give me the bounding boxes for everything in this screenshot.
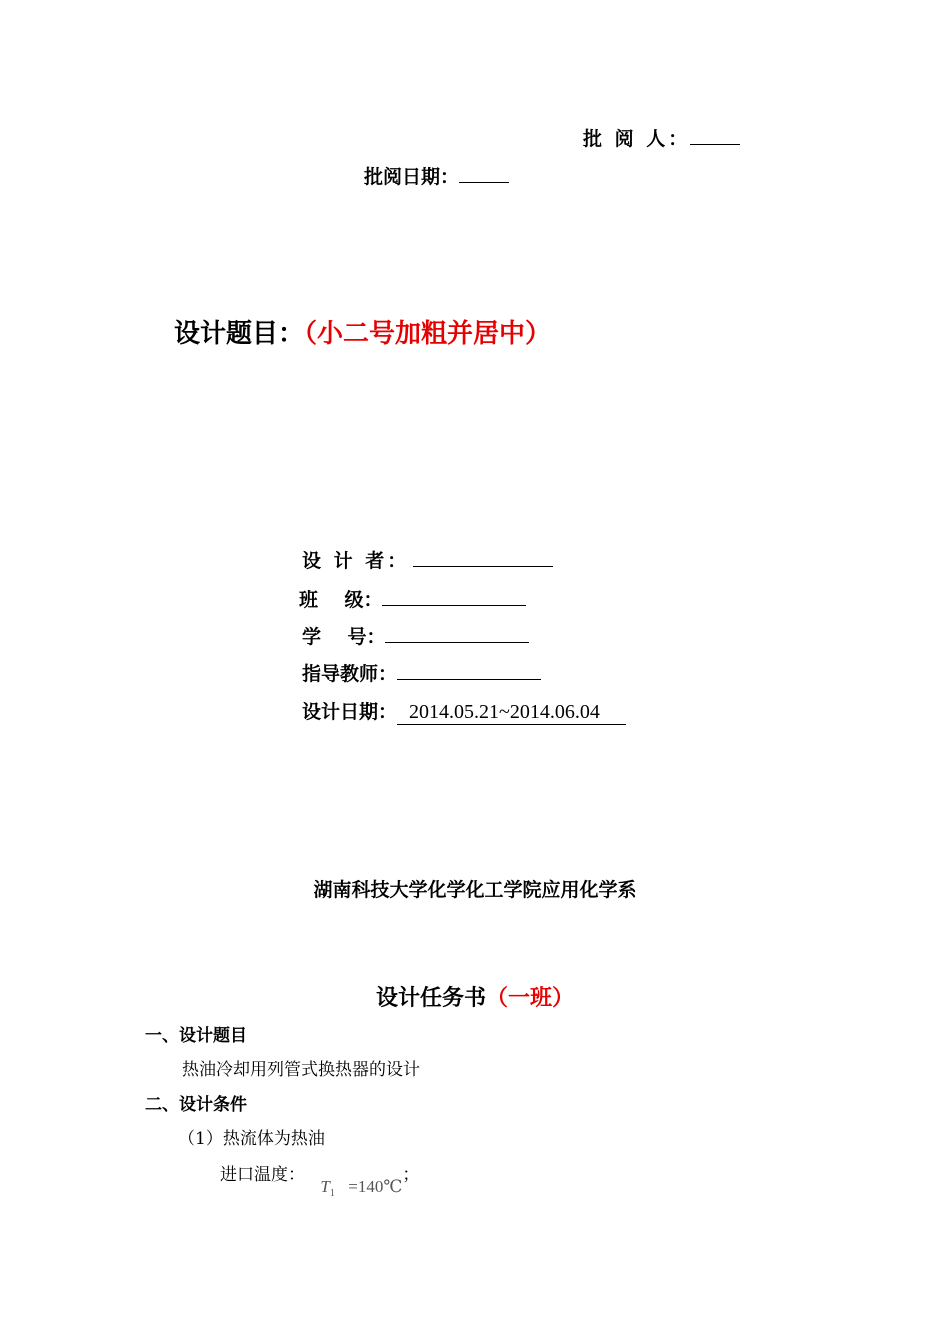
reviewer-line [583,124,740,151]
reviewer-blank[interactable] [690,144,740,145]
designer-blank[interactable] [413,566,553,567]
class-field [299,585,526,612]
inlet-temp-symbol: T [320,1177,330,1196]
class-label: 班 级： [299,589,383,611]
designer-label: 设 计 者： [302,550,410,572]
task-book-title [0,981,950,1012]
design-date-label: 设计日期： [302,701,398,723]
design-title-note: （小二号加粗并居中） [304,319,552,349]
inlet-temp-label: 进口温度： [220,1165,305,1185]
class-blank[interactable] [382,605,526,606]
section1-body: 热油冷却用列管式换热器的设计 [182,1060,420,1080]
student-id-field [302,622,529,649]
advisor-blank[interactable] [397,679,541,680]
review-date-line [364,162,509,189]
school-name: 湖南科技大学化学化工学院应用化学系 [313,879,637,901]
inlet-temp-end: ； [402,1165,420,1185]
review-date-label: 批阅日期： [364,166,460,188]
student-id-label: 学 号： [302,626,386,648]
section1-heading: 一、设计题目 [145,1026,247,1046]
section2-heading: 二、设计条件 [145,1095,247,1115]
reviewer-label: 批 阅 人： [583,128,691,150]
task-book-class-note: （一班） [486,986,575,1011]
design-date-field [302,697,626,725]
inlet-temp-subscript: 1 [329,1188,335,1200]
inlet-temp-value: =140℃ [348,1177,403,1196]
inlet-temp-line [220,1160,420,1200]
advisor-field [302,659,541,686]
student-id-blank[interactable] [385,642,529,643]
condition1: （1）热流体为热油 [178,1129,325,1149]
review-date-blank[interactable] [459,182,509,183]
design-title-label: 设计题目： [174,319,305,349]
task-book-title-text: 设计任务书 [375,986,486,1011]
design-date-value[interactable]: 2014.05.21~2014.06.04 [397,701,626,725]
advisor-label: 指导教师： [302,663,398,685]
design-title [174,313,551,350]
designer-field [302,546,553,573]
